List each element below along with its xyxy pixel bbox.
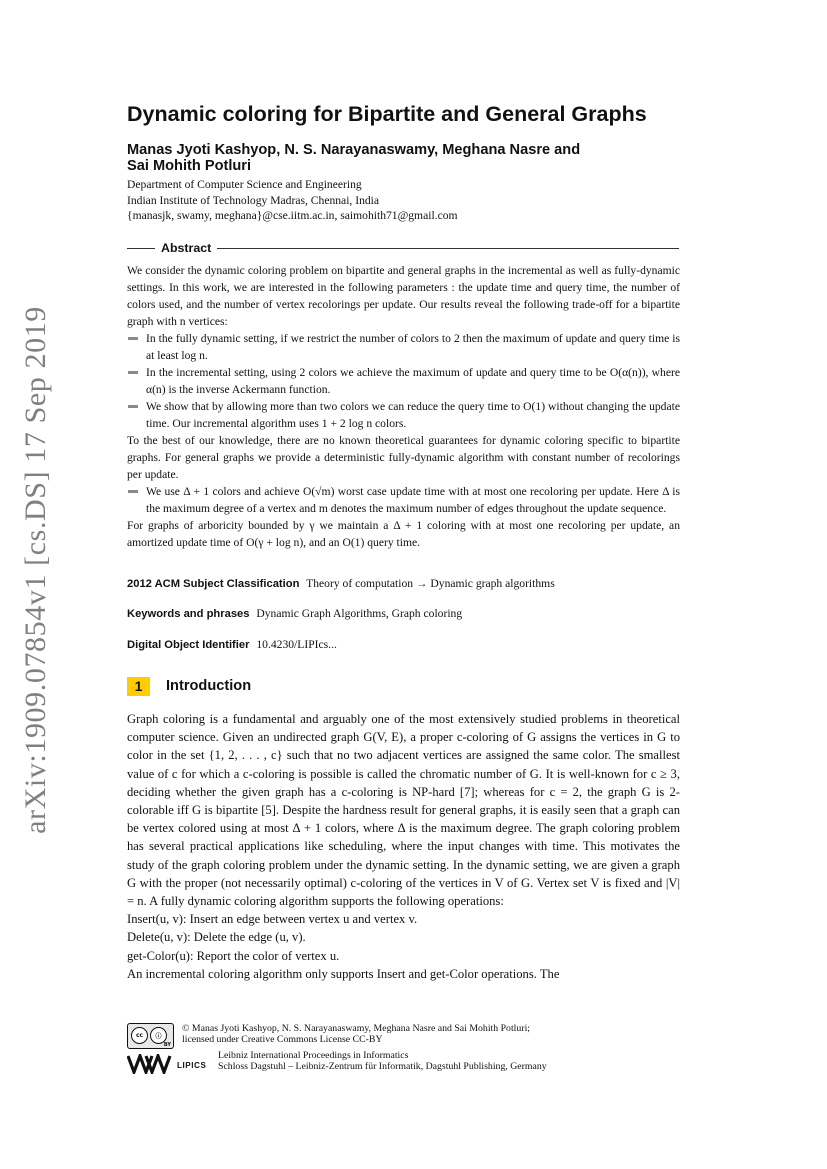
arxiv-id: arXiv:1909.07854v1 [cs.DS] 17 Sep 2019 [19,306,53,834]
section-number: 1 [127,677,150,696]
acm-label: 2012 ACM Subject Classification [127,578,300,590]
acm-classification [127,577,679,590]
affiliation-email: {manasjk, swamy, meghana}@cse.iitm.ac.in, saimohith71@gmail.com [127,209,458,222]
intro-paragraph-2: An incremental coloring algorithm only supports Insert and get-Color operations. The [127,966,560,981]
section-heading [127,676,251,696]
abstract-bullet: We show that by allowing more than two colors we can reduce the query time to O(1) without changing the update time. Our incremental algorithm uses 1 + 2 log n colors. [127,398,680,432]
cc-license-badge [127,1023,174,1049]
abstract-paragraph-1: We consider the dynamic coloring problem on bipartite and general graphs in the incremental as well as fully-dynamic settings. In this work, we are interested in the following parameters : the update time and query time, the number of colors used, and the number of vertex recolorings per update. Our results reveal the following trade-off for a bipartite graph with n vertices: [127,264,680,328]
abstract [127,262,680,551]
series-line: Leibniz International Proceedings in Informatics [218,1050,409,1061]
cc-icon: cc [131,1027,148,1044]
doi-value[interactable]: 10.4230/LIPIcs... [256,638,337,651]
copyright-line: © Manas Jyoti Kashyop, N. S. Narayanaswamy, Meghana Nasre and Sai Mohith Potluri; [182,1023,531,1034]
affiliation-institute: Indian Institute of Technology Madras, Chennai, India [127,193,380,207]
abstract-bullets-1 [127,330,680,432]
abstract-rule-left [127,248,155,249]
person-icon: ⓘ [150,1027,167,1044]
abstract-heading-label: Abstract [161,241,212,255]
abstract-bullet: In the fully dynamic setting, if we restrict the number of colors to 2 then the maximum of update and query time is at least log n. [127,330,680,364]
intro-paragraph-1: Graph coloring is a fundamental and arguably one of the most extensively studied problems in theoretical computer science. Given an undirected graph G(V, E), a proper c-coloring of G assigns the vertices in G to color in the set {1, 2, . . . , c} such that no two adjacent vertices are assigned the same color. The smallest value of c for which a c-coloring is possible is called the chromatic number of G. It is well-known for c ≥ 3, deciding whether the given graph has a c-coloring is NP-hard [7]; whereas for c = 2, the graph G is 2-colorable iff G is bipartite [5]. Despite the hardness result for general graphs, it is easily seen that a graph can be vertex colored using at most Δ + 1 colors, where Δ is the maximum degree. The graph coloring problem has several practical applications like scheduling, where the input changes with time. This motivates the study of the graph coloring problem under the dynamic setting. In the dynamic setting, we are given a graph G with the proper (not necessarily optimal) c-coloring of the vertices in V of G. Vertex set V is fixed and |V| = n. A fully dynamic coloring algorithm supports the following operations: [127,712,680,909]
abstract-paragraph-2: To the best of our knowledge, there are no known theoretical guarantees for dynamic coloring specific to bipartite graphs. For general graphs we provide a deterministic fully-dynamic algorithm with constant number of recolorings per update. [127,434,680,481]
abstract-rule-right [217,248,679,249]
affiliation-dept: Department of Computer Science and Engineering [127,178,362,191]
doi [127,638,679,651]
paper-title: Dynamic coloring for Bipartite and General Graphs [127,102,647,126]
acm-value: Theory of computation → Dynamic graph algorithms [306,577,555,590]
abstract-bullets-2 [127,483,680,517]
abstract-heading [127,241,679,255]
publisher-line: Schloss Dagstuhl – Leibniz-Zentrum für Informatik, Dagstuhl Publishing, Germany [218,1061,547,1072]
arxiv-stamp [16,290,56,850]
operation-insert: Insert(u, v): Insert an edge between vertex u and vertex v. [127,912,418,927]
authors [127,142,687,174]
license-line: licensed under Creative Commons License CC-BY [182,1034,383,1045]
abstract-bullet: In the incremental setting, using 2 colors we achieve the maximum of update and query time to be O(α(n)), where α(n) is the inverse Ackermann function. [127,364,680,398]
lipics-logo-icon [127,1054,177,1074]
abstract-paragraph-3: For graphs of arboricity bounded by γ we maintain a Δ + 1 coloring with at most one recoloring per update, an amortized update time of O(γ + log n), and an O(1) query time. [127,519,680,549]
affiliation [127,177,679,224]
operation-delete: Delete(u, v): Delete the edge (u, v). [127,930,306,945]
lipics-wordmark: LIPICS [177,1061,207,1070]
doi-label: Digital Object Identifier [127,639,250,651]
authors-line-1: Manas Jyoti Kashyop, N. S. Narayanaswamy, Meghana Nasre and [127,142,581,158]
keywords-value: Dynamic Graph Algorithms, Graph coloring [256,607,463,620]
cc-by-text: BY [163,1042,171,1048]
intro-body [127,710,680,983]
keywords [127,607,679,620]
authors-line-2: Sai Mohith Potluri [127,158,252,174]
section-title: Introduction [166,678,252,694]
publisher-block [218,1050,547,1072]
operation-get-color: get-Color(u): Report the color of vertex u. [127,948,340,963]
abstract-bullet: We use Δ + 1 colors and achieve O(√m) worst case update time with at most one recoloring per update. Here Δ is the maximum degree of a vertex and m denotes the maximum number of edges throughout the update sequence. [127,483,680,517]
keywords-label: Keywords and phrases [127,608,250,620]
copyright-block [182,1023,530,1045]
